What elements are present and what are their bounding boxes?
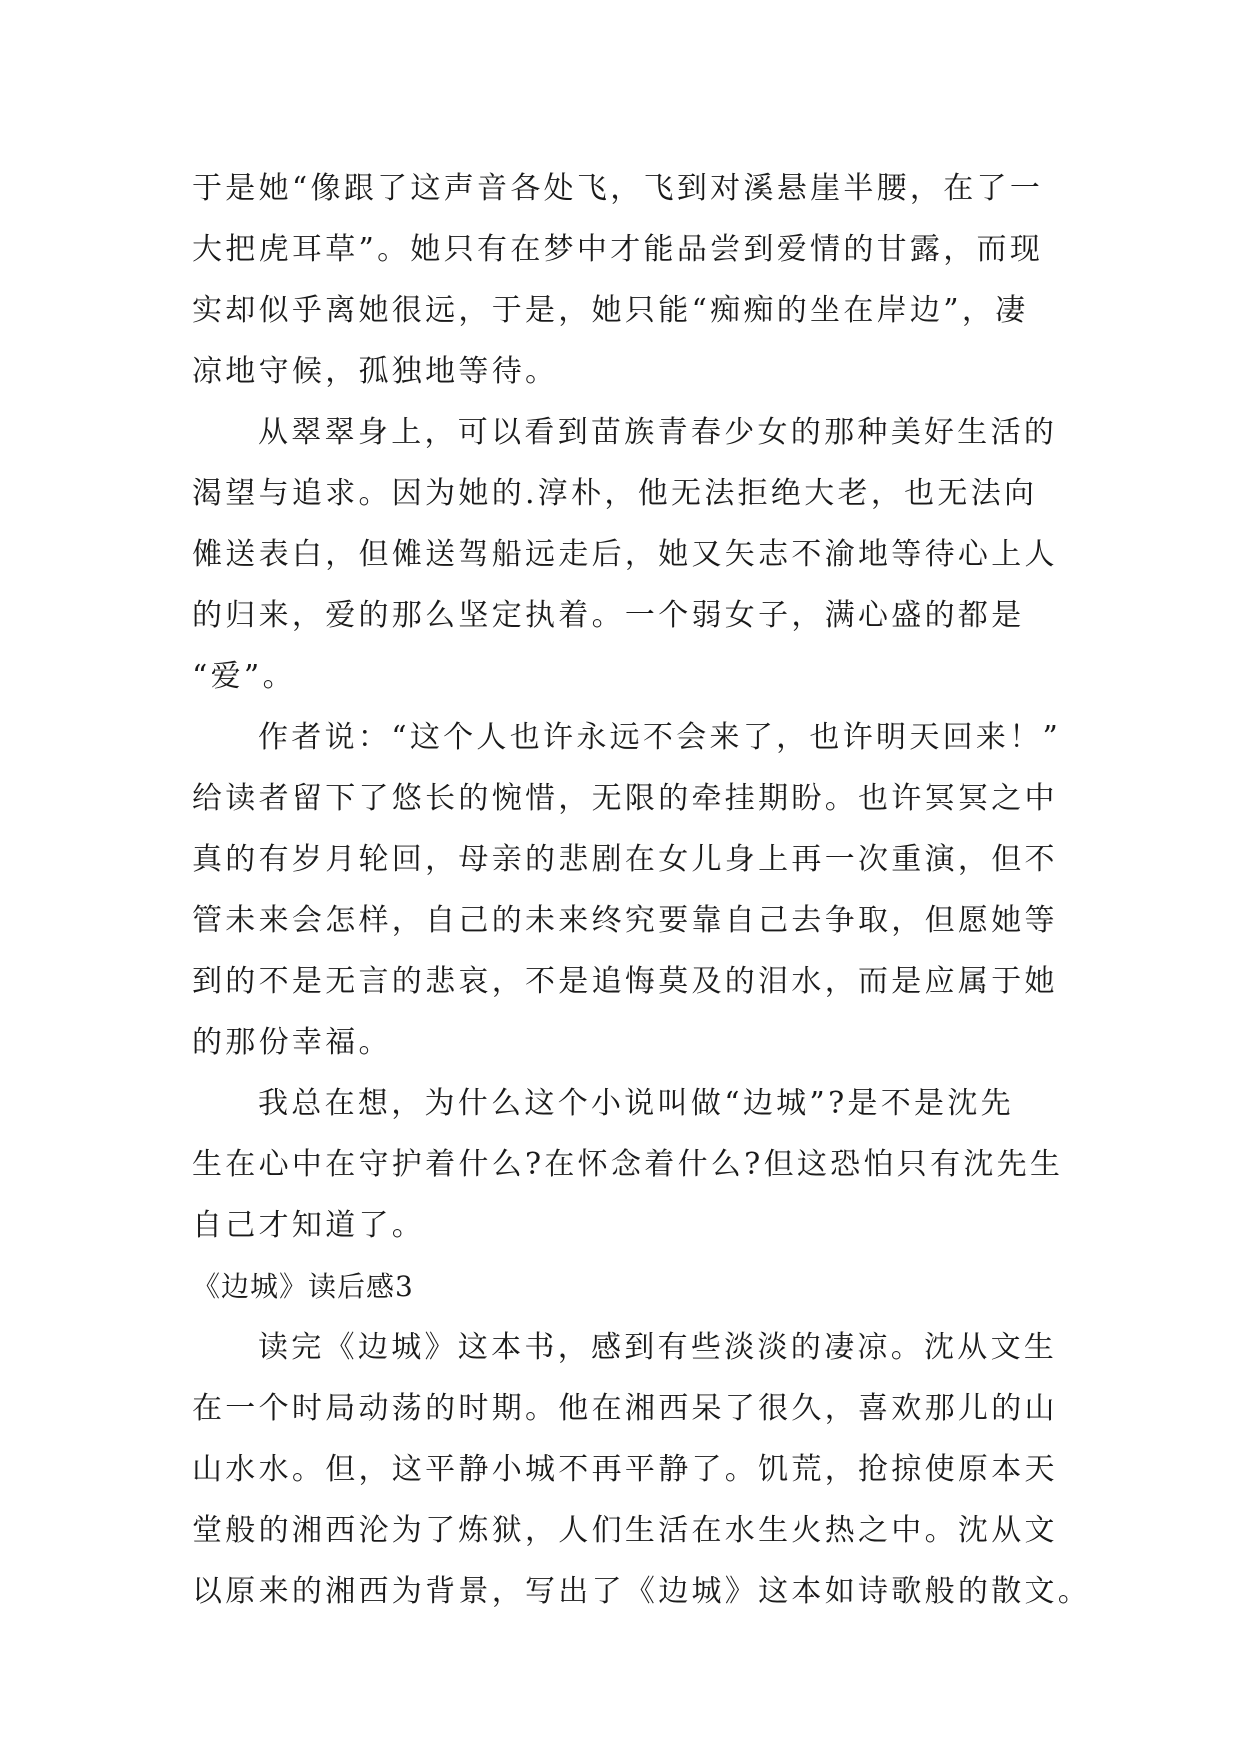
text-line: 到的不是无言的悲哀，不是追悔莫及的泪水，而是应属于她 [192,964,1058,999]
text-line: 傩送表白，但傩送驾船远走后，她又矢志不渝地等待心上人 [192,537,1058,572]
text-line: 堂般的湘西沦为了炼狱，人们生活在水生火热之中。沈从文 [192,1513,1058,1548]
text-line: 于是她“像跟了这声音各处飞，飞到对溪悬崖半腰，在了一 [192,171,1044,206]
text-line: 大把虎耳草”。她只有在梦中才能品尝到爱情的甘露，而现 [192,232,1044,267]
text-line: 真的有岁月轮回，母亲的悲剧在女儿身上再一次重演，但不 [192,842,1058,877]
section-heading: 《边城》读后感3 [192,1270,414,1303]
text-line: 山水水。但，这平静小城不再平静了。饥荒，抢掠使原本天 [192,1452,1058,1487]
paragraph-start-line: 我总在想，为什么这个小说叫做“边城”?是不是沈先 [258,1086,1014,1121]
text-line: 渴望与追求。因为她的.淳朴，他无法拒绝大老，也无法向 [192,476,1038,511]
text-line: “爱”。 [192,659,296,694]
text-line: 凉地守候，孤独地等待。 [192,354,559,389]
text-line: 的归来，爱的那么坚定执着。一个弱女子，满心盛的都是 [192,598,1025,633]
text-line: 自己才知道了。 [192,1208,426,1243]
text-line: 管未来会怎样，自己的未来终究要靠自己去争取，但愿她等 [192,903,1058,938]
paragraph-start-line: 从翠翠身上，可以看到苗族青春少女的那种美好生活的 [258,415,1058,450]
text-line: 的那份幸福。 [192,1025,392,1060]
text-line: 以原来的湘西为背景，写出了《边城》这本如诗歌般的散文。 [192,1574,1092,1609]
document-body [192,158,1092,1622]
text-line: 给读者留下了悠长的惋惜，无限的牵挂期盼。也许冥冥之中 [192,781,1058,816]
paragraph-start-line: 读完《边城》这本书，感到有些淡淡的凄凉。沈从文生 [258,1330,1058,1365]
text-line: 实却似乎离她很远，于是，她只能“痴痴的坐在岸边”，凄 [192,293,1029,328]
paragraph-start-line: 作者说：“这个人也许永远不会来了，也许明天回来！” [258,720,1062,755]
text-line: 生在心中在守护着什么?在怀念着什么?但这恐怕只有沈先生 [192,1147,1064,1182]
text-line: 在一个时局动荡的时期。他在湘西呆了很久，喜欢那儿的山 [192,1391,1058,1426]
